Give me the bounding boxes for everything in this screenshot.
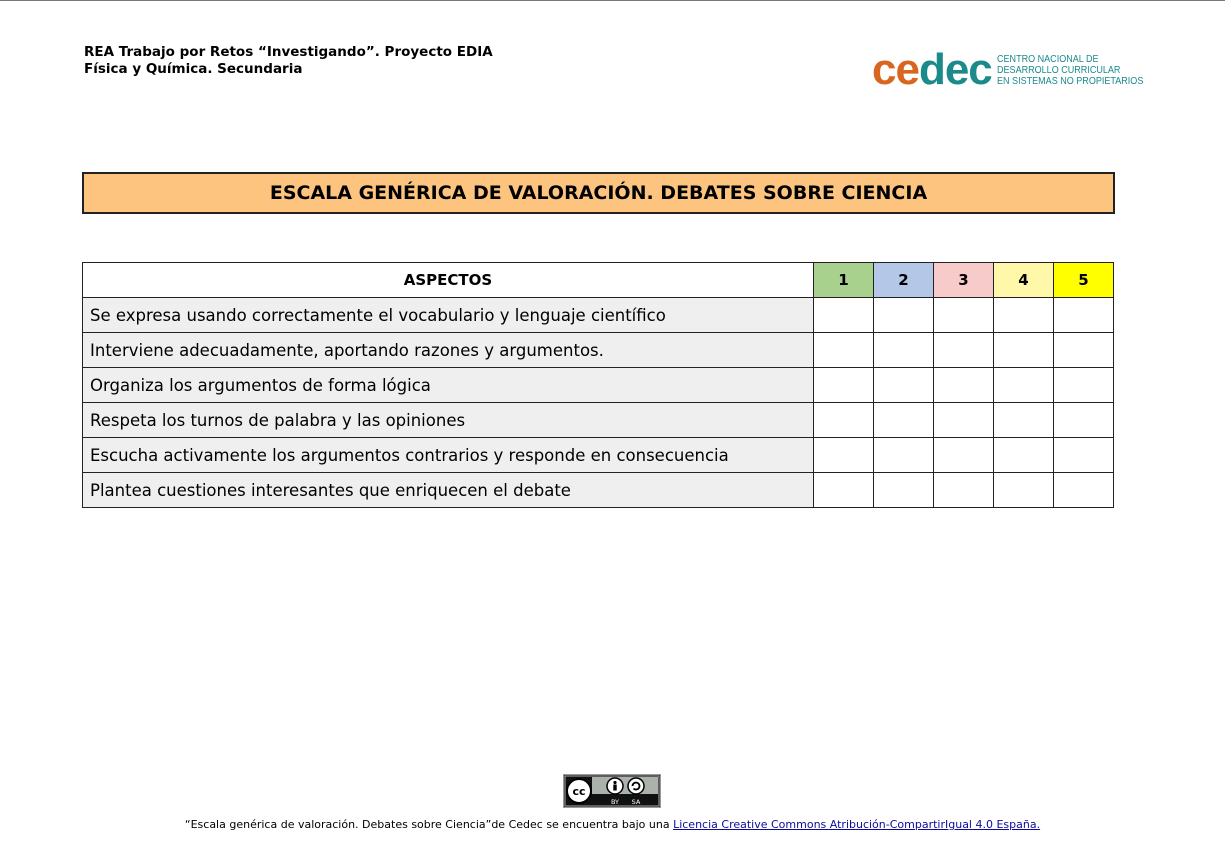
- rating-cell-5[interactable]: [1054, 438, 1114, 473]
- cc-by-sa-badge[interactable]: [563, 774, 661, 808]
- header-line-2: Física y Química. Secundaria: [84, 61, 303, 77]
- rating-cell-5[interactable]: [1054, 333, 1114, 368]
- table-row: [83, 438, 1114, 473]
- license-text: “Escala genérica de valoración. Debates sobre Ciencia”de Cedec se encuentra bajo una: [184, 818, 674, 831]
- rating-cell-2[interactable]: [874, 473, 934, 508]
- scale-header-3: 3: [934, 263, 994, 298]
- cedec-logo-word: cedec: [872, 45, 992, 94]
- rating-cell-1[interactable]: [814, 438, 874, 473]
- scale-header-2: 2: [874, 263, 934, 298]
- cc-sa-label: SA: [631, 798, 641, 806]
- cedec-logo-text: CENTRO NACIONAL DE DESARROLLO CURRICULAR EN SISTEMAS NO PROPIETARIOS: [997, 53, 1144, 87]
- page-title: ESCALA GENÉRICA DE VALORACIÓN. DEBATES SOBRE CIENCIA: [82, 172, 1115, 214]
- scale-header-1: 1: [814, 263, 874, 298]
- header-line-1: REA Trabajo por Retos “Investigando”. Proyecto EDIA: [84, 44, 493, 60]
- scale-header-5: 5: [1054, 263, 1114, 298]
- rating-cell-3[interactable]: [934, 438, 994, 473]
- table-row: [83, 368, 1114, 403]
- license-footer: [0, 818, 1225, 831]
- table-row: [83, 333, 1114, 368]
- rating-cell-5[interactable]: [1054, 368, 1114, 403]
- rating-cell-4[interactable]: [994, 403, 1054, 438]
- license-link[interactable]: Licencia Creative Commons Atribución-CompartirIgual 4.0 España.: [673, 818, 1041, 831]
- rating-cell-3[interactable]: [934, 333, 994, 368]
- rating-cell-4[interactable]: [994, 473, 1054, 508]
- aspect-label: Respeta los turnos de palabra y las opiniones: [83, 403, 814, 438]
- table-row: [83, 403, 1114, 438]
- svg-text:cc: cc: [572, 785, 586, 798]
- aspect-label: Se expresa usando correctamente el vocabulario y lenguaje científico: [83, 298, 814, 333]
- rating-cell-2[interactable]: [874, 333, 934, 368]
- cc-by-sa-icon: [564, 775, 660, 807]
- rating-cell-2[interactable]: [874, 403, 934, 438]
- rating-cell-2[interactable]: [874, 298, 934, 333]
- rating-cell-1[interactable]: [814, 298, 874, 333]
- rating-cell-3[interactable]: [934, 403, 994, 438]
- aspect-label: Organiza los argumentos de forma lógica: [83, 368, 814, 403]
- rating-cell-5[interactable]: [1054, 298, 1114, 333]
- rating-cell-5[interactable]: [1054, 403, 1114, 438]
- rating-cell-5[interactable]: [1054, 473, 1114, 508]
- rating-cell-4[interactable]: [994, 298, 1054, 333]
- rating-cell-3[interactable]: [934, 368, 994, 403]
- rubric-table: [82, 262, 1114, 508]
- scale-header-4: 4: [994, 263, 1054, 298]
- rating-cell-1[interactable]: [814, 403, 874, 438]
- cc-by-label: BY: [610, 798, 620, 806]
- cedec-logo: [872, 45, 1144, 94]
- rating-cell-4[interactable]: [994, 368, 1054, 403]
- rating-cell-3[interactable]: [934, 298, 994, 333]
- rating-cell-2[interactable]: [874, 368, 934, 403]
- aspectos-header: ASPECTOS: [83, 263, 814, 298]
- document-header: [84, 44, 493, 78]
- top-border-line: [0, 0, 1225, 1]
- table-row: [83, 473, 1114, 508]
- rating-cell-4[interactable]: [994, 438, 1054, 473]
- aspect-label: Plantea cuestiones interesantes que enriquecen el debate: [83, 473, 814, 508]
- aspect-label: Escucha activamente los argumentos contrarios y responde en consecuencia: [83, 438, 814, 473]
- aspect-label: Interviene adecuadamente, aportando razones y argumentos.: [83, 333, 814, 368]
- rating-cell-1[interactable]: [814, 368, 874, 403]
- rating-cell-1[interactable]: [814, 473, 874, 508]
- rating-cell-3[interactable]: [934, 473, 994, 508]
- rating-cell-2[interactable]: [874, 438, 934, 473]
- rating-cell-4[interactable]: [994, 333, 1054, 368]
- rating-cell-1[interactable]: [814, 333, 874, 368]
- table-row: [83, 298, 1114, 333]
